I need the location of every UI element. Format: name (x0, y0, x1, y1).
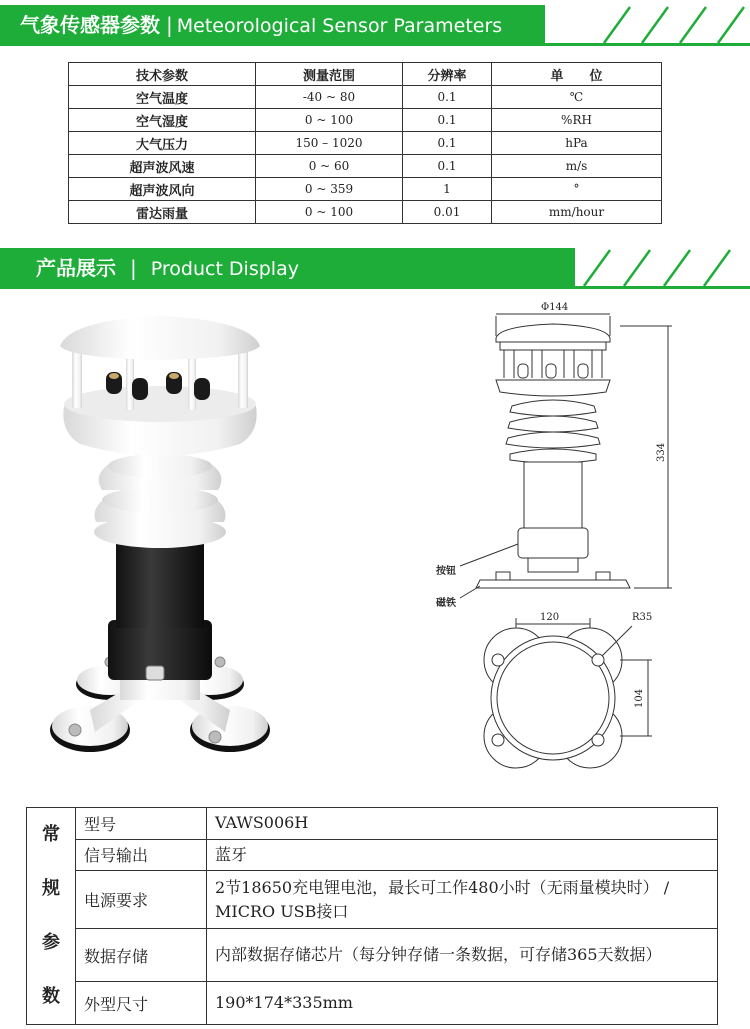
param-name: 超声波风向 (69, 178, 256, 201)
section-title-cn: 气象传感器参数 (20, 13, 160, 37)
header-cell: 分辨率 (403, 63, 492, 86)
param-range: 150 – 1020 (256, 132, 403, 155)
param-name: 雷达雨量 (69, 201, 256, 224)
param-resolution: 0.01 (403, 201, 492, 224)
param-unit: hPa (492, 132, 662, 155)
table-row (69, 109, 662, 132)
table-row (69, 86, 662, 109)
spec-label: 型号 (76, 808, 207, 840)
spec-label: 外型尺寸 (76, 982, 207, 1025)
group-char: 常 (42, 824, 60, 845)
param-unit: %RH (492, 109, 662, 132)
magnet-label: 磁铁 (436, 598, 456, 609)
spec-label: 电源要求 (76, 871, 207, 929)
section-title-en: Product Display (150, 258, 299, 280)
product-photo (30, 300, 290, 790)
section-title-cn: 产品展示 (36, 256, 116, 280)
section-title-en: Meteorological Sensor Parameters (176, 15, 503, 37)
height-label: 334 (656, 442, 667, 462)
spec-value: 2节18650充电锂电池，最长可工作480小时（无雨量模块时） / MICRO USB接口 (207, 871, 718, 929)
param-resolution: 0.1 (403, 109, 492, 132)
spec-value: VAWS006H (207, 808, 718, 840)
table-row (69, 132, 662, 155)
spec-value: 190*174*335mm (207, 982, 718, 1025)
spec-table (26, 807, 718, 1025)
param-resolution: 0.1 (403, 155, 492, 178)
param-unit: m/s (492, 155, 662, 178)
diameter-label: Φ144 (541, 302, 569, 313)
param-resolution: 1 (403, 178, 492, 201)
radius-label: R35 (632, 612, 653, 623)
section-banner-display (0, 248, 750, 288)
decorative-slashes-icon (580, 248, 750, 288)
table-row (27, 839, 718, 871)
group-char: 参 (42, 932, 60, 953)
param-range: -40 ~ 80 (256, 86, 403, 109)
spec-value: 蓝牙 (207, 839, 718, 871)
param-unit: ° (492, 178, 662, 201)
param-range: 0 ~ 100 (256, 109, 403, 132)
param-range: 0 ~ 60 (256, 155, 403, 178)
spacing-x-label: 120 (540, 612, 560, 623)
group-char: 规 (42, 878, 60, 899)
table-row (69, 201, 662, 224)
parameter-table-header (69, 63, 662, 86)
table-row (27, 982, 718, 1025)
table-row (27, 808, 718, 840)
spec-label: 信号输出 (76, 839, 207, 871)
button-label: 按钮 (436, 566, 456, 577)
param-range: 0 ~ 100 (256, 201, 403, 224)
param-name: 大气压力 (69, 132, 256, 155)
param-name: 超声波风速 (69, 155, 256, 178)
header-cell: 测量范围 (256, 63, 403, 86)
table-row (69, 178, 662, 201)
param-resolution: 0.1 (403, 132, 492, 155)
table-row (69, 155, 662, 178)
param-name: 空气湿度 (69, 109, 256, 132)
param-name: 空气温度 (69, 86, 256, 109)
section-title-display: 产品展示 | Product Display (36, 256, 299, 280)
param-resolution: 0.1 (403, 86, 492, 109)
spacing-y-label: 104 (634, 688, 645, 708)
header-cell: 技术参数 (69, 63, 256, 86)
parameter-table (68, 62, 662, 224)
header-cell: 单 位 (492, 63, 662, 86)
spec-label: 数据存储 (76, 929, 207, 982)
table-row (27, 929, 718, 982)
group-char: 数 (42, 986, 60, 1007)
param-unit: ℃ (492, 86, 662, 109)
section-title-params: 气象传感器参数 | Meteorological Sensor Parameters (20, 13, 503, 37)
decorative-slashes-icon (590, 5, 750, 45)
technical-drawing (420, 296, 700, 786)
section-banner-params (0, 5, 750, 45)
table-row (27, 871, 718, 929)
spec-value: 内部数据存储芯片（每分钟存储一条数据，可存储365天数据） (207, 929, 718, 982)
param-range: 0 ~ 359 (256, 178, 403, 201)
param-unit: mm/hour (492, 201, 662, 224)
spec-group-label (27, 808, 76, 1025)
